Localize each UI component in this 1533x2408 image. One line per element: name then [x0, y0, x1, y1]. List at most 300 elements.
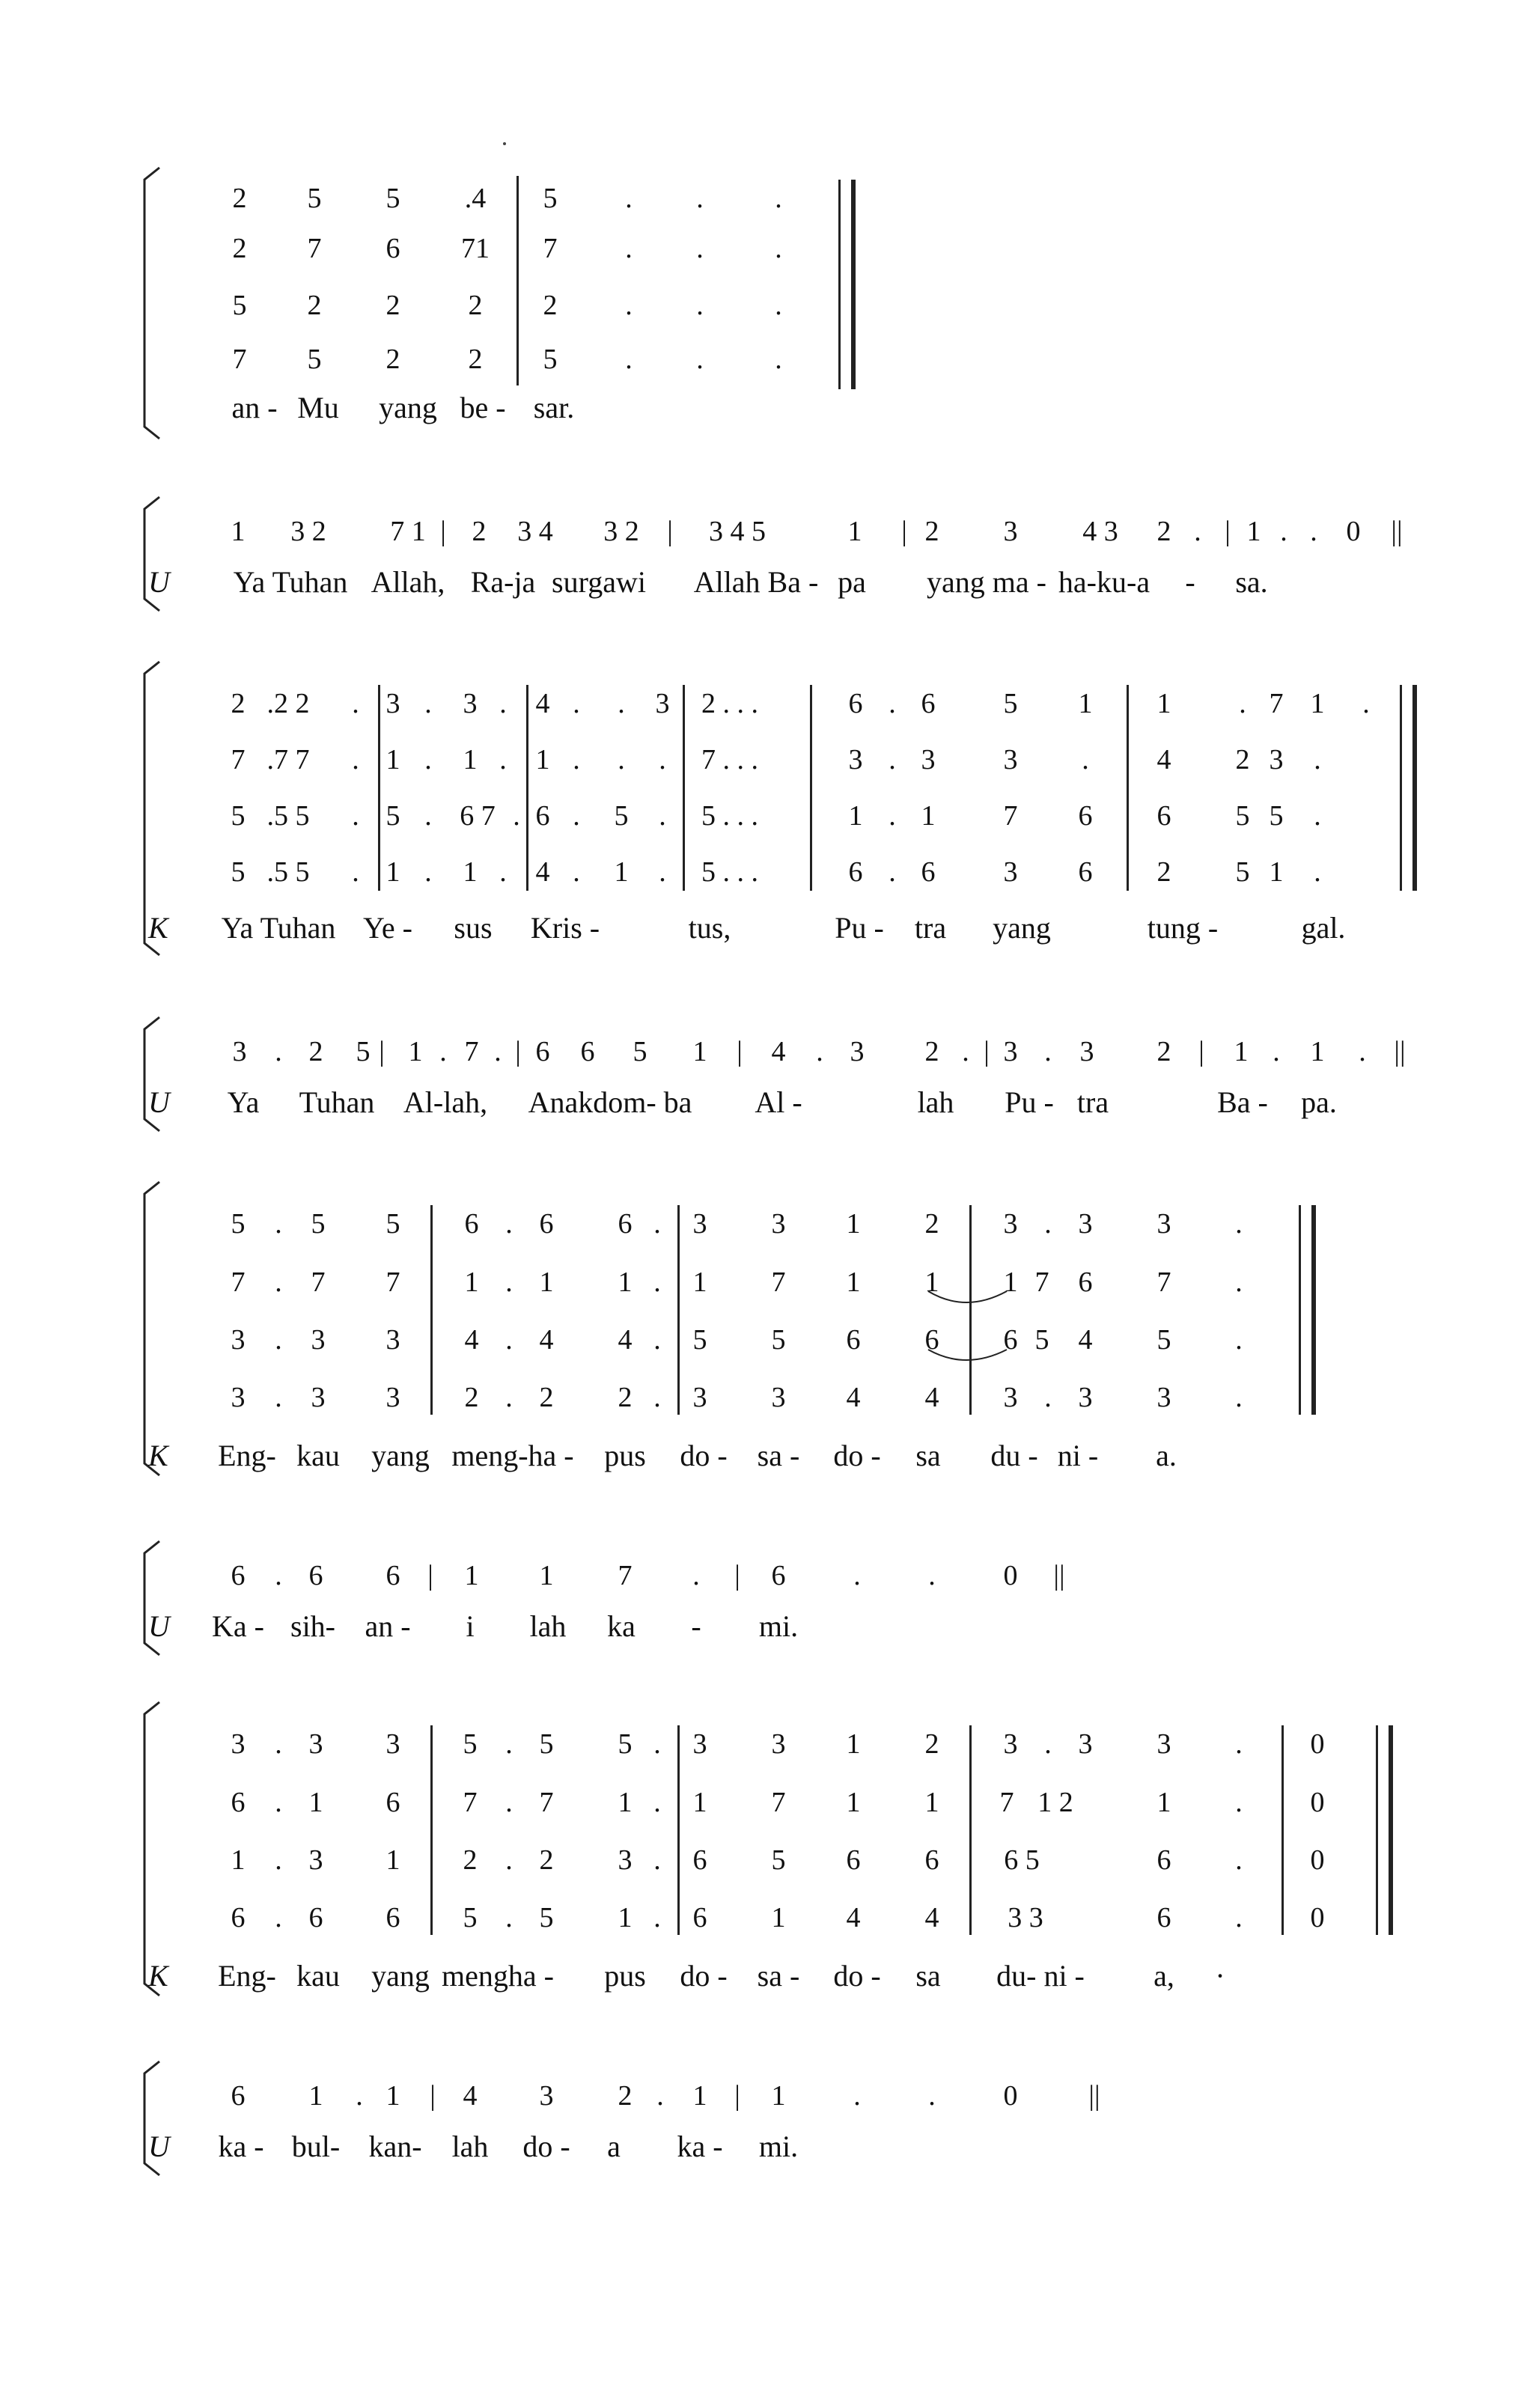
lyric-syllable: Al-lah, — [403, 1085, 488, 1119]
barline — [430, 1725, 433, 1935]
note: 3 — [771, 1382, 786, 1413]
note: 1 — [846, 1728, 861, 1760]
lyric-syllable: lah — [917, 1085, 954, 1119]
barline — [516, 176, 519, 385]
note: 6 — [1078, 1267, 1093, 1298]
lyric-syllable: meng-ha - — [451, 1439, 574, 1472]
note: 2 — [924, 516, 939, 547]
lyric-syllable: pa — [838, 565, 866, 599]
barline: | — [734, 2080, 740, 2112]
note: 3 — [311, 1382, 326, 1413]
note: . — [1044, 1036, 1052, 1067]
note: 1 — [618, 1267, 633, 1298]
note: 7 — [307, 233, 322, 264]
barline: | — [379, 1036, 385, 1067]
barline — [683, 685, 685, 891]
note: 5 — [231, 800, 246, 832]
note: . — [928, 1560, 936, 1591]
lyric-syllable: Ya Tuhan — [221, 911, 336, 945]
note: .5 5 — [266, 800, 310, 832]
staff-row-melody — [0, 1029, 1533, 1074]
note: 4 — [463, 2080, 478, 2112]
note: 5 — [385, 800, 400, 832]
note: 6 — [385, 1902, 400, 1933]
note: 7 — [1034, 1267, 1049, 1298]
note: 1 — [618, 1787, 633, 1818]
note: 1 — [921, 800, 936, 832]
note: 4 3 — [1082, 516, 1118, 547]
note: 4 — [846, 1902, 861, 1933]
lyric-syllable: kau — [296, 1959, 340, 1993]
note: 3 — [1156, 1728, 1171, 1760]
part-label: K — [148, 911, 168, 945]
note: 6 — [231, 1560, 246, 1591]
note: 5 — [231, 856, 246, 888]
lyric-syllable: do - — [680, 1959, 728, 1993]
note: 3 — [1003, 1036, 1018, 1067]
lyric-syllable: ka — [607, 1609, 636, 1643]
final-barline — [838, 180, 856, 389]
note: 6 — [692, 1902, 707, 1933]
note: 7 — [232, 344, 247, 375]
note: 3 — [921, 744, 936, 775]
note: . — [1044, 1208, 1052, 1240]
note: 1 — [692, 1267, 707, 1298]
note: 2 — [468, 290, 483, 321]
final-barline: || — [1391, 516, 1403, 547]
note: 6 — [385, 233, 400, 264]
note: . — [625, 183, 633, 214]
staff-row-soprano — [0, 1722, 1533, 1767]
note: . — [1314, 856, 1321, 888]
system-1-choir — [0, 165, 1533, 442]
note: . — [424, 688, 432, 719]
note: 3 — [385, 1382, 400, 1413]
note: 1 — [692, 1787, 707, 1818]
note: 3 — [1003, 1208, 1018, 1240]
note: . — [1273, 1036, 1280, 1067]
staff-row-soprano — [0, 681, 1533, 726]
note: 1 — [618, 1902, 633, 1933]
note: . — [275, 1902, 282, 1933]
note: 4 — [771, 1036, 786, 1067]
note: . — [775, 233, 782, 264]
lyric-syllable: Allah, — [371, 565, 445, 599]
note: . — [653, 1324, 661, 1356]
note: 1 — [464, 1560, 479, 1591]
note: 5 — [1235, 856, 1250, 888]
note: 5 — [463, 1902, 478, 1933]
lyric-syllable: tung - — [1147, 911, 1219, 945]
lyric-syllable: a — [607, 2130, 621, 2163]
note: 3 — [311, 1324, 326, 1356]
barline — [677, 1725, 680, 1935]
note: 6 — [924, 1324, 939, 1356]
note: 6 7 — [460, 800, 496, 832]
note: . — [1044, 1728, 1052, 1760]
note: 2 — [539, 1382, 554, 1413]
note: 3 — [1078, 1382, 1093, 1413]
note: 5 — [614, 800, 629, 832]
note: 2 — [232, 183, 247, 214]
part-label: K — [148, 1959, 168, 1993]
note: 3 — [1003, 516, 1018, 547]
note: 5 — [539, 1728, 554, 1760]
note: 2 — [924, 1036, 939, 1067]
note: . — [653, 1844, 661, 1876]
lyric-syllable: du- ni - — [996, 1959, 1085, 1993]
lyric-syllable: ka - — [677, 2130, 723, 2163]
lyric-line — [0, 906, 1533, 951]
staff-row-alto — [0, 737, 1533, 782]
note: . — [573, 744, 580, 775]
note: . — [352, 744, 359, 775]
note: 0 — [1003, 1560, 1018, 1591]
note: 5 — [771, 1324, 786, 1356]
note: . — [275, 1036, 282, 1067]
lyric-syllable: be - — [460, 391, 506, 424]
lyric-syllable: Ba - — [1217, 1085, 1268, 1119]
note: 6 — [308, 1560, 323, 1591]
note: 2 — [307, 290, 322, 321]
barline: | — [427, 1560, 433, 1591]
note: 1 — [535, 744, 550, 775]
note: . — [659, 856, 666, 888]
note: 0 — [1310, 1902, 1325, 1933]
staff-row-bass — [0, 850, 1533, 894]
lyric-syllable: bul- — [291, 2130, 341, 2163]
lyric-syllable: pus — [604, 1439, 646, 1472]
note: . — [573, 688, 580, 719]
note: 0 — [1310, 1787, 1325, 1818]
staff-row-bass — [0, 1895, 1533, 1940]
note: 3 — [692, 1382, 707, 1413]
note: . — [275, 1844, 282, 1876]
note: 3 — [618, 1844, 633, 1876]
lyric-line — [0, 1433, 1533, 1478]
barline — [378, 685, 380, 891]
lyric-syllable: yang — [371, 1959, 430, 1993]
barline — [1127, 685, 1129, 891]
note: . — [424, 744, 432, 775]
note: 6 — [848, 856, 863, 888]
lyric-syllable: i — [466, 1609, 475, 1643]
note: 7 — [999, 1787, 1014, 1818]
system-3-choir — [0, 659, 1533, 958]
note: 2 — [1235, 744, 1250, 775]
note: 7 — [539, 1787, 554, 1818]
note: 4 — [924, 1902, 939, 1933]
part-label: U — [148, 565, 170, 599]
note: . — [1044, 1382, 1052, 1413]
note: 1 — [1078, 688, 1093, 719]
lyric-syllable: Allah Ba - — [693, 565, 819, 599]
note: 4 — [464, 1324, 479, 1356]
note: 3 — [539, 2080, 554, 2112]
note: .4 — [464, 183, 487, 214]
barline — [969, 1725, 972, 1935]
note: 2 — [539, 1844, 554, 1876]
note: . — [275, 1324, 282, 1356]
note: 1 — [846, 1208, 861, 1240]
note: . — [696, 183, 704, 214]
staff-row-alto — [0, 226, 1533, 271]
note: . — [505, 1728, 513, 1760]
lyric-line — [0, 560, 1533, 605]
note: 3 — [385, 688, 400, 719]
lyric-syllable: do - — [833, 1439, 881, 1472]
lyric-syllable: sar. — [533, 391, 575, 424]
system-4-unison — [0, 1014, 1533, 1134]
note: . — [439, 1036, 447, 1067]
barline: | — [901, 516, 907, 547]
note: 3 — [848, 744, 863, 775]
note: 0 — [1310, 1728, 1325, 1760]
note: . — [505, 1844, 513, 1876]
lyric-syllable: Al - — [755, 1085, 802, 1119]
note: . — [275, 1728, 282, 1760]
lyric-syllable: Pu - — [1005, 1085, 1054, 1119]
note: . — [499, 688, 507, 719]
final-barline — [1400, 685, 1417, 891]
note: . — [889, 856, 896, 888]
stray-dot — [503, 142, 506, 145]
note: 2 — [308, 1036, 323, 1067]
barline: | — [734, 1560, 740, 1591]
lyric-syllable: yang — [379, 391, 437, 424]
note: 3 — [231, 1324, 246, 1356]
note: . — [653, 1728, 661, 1760]
note: 3 — [850, 1036, 865, 1067]
note: 1 — [614, 856, 629, 888]
note: . — [1235, 1787, 1243, 1818]
note: 2 — [464, 1382, 479, 1413]
note: 7 — [618, 1560, 633, 1591]
lyric-syllable: Anakdom- ba — [528, 1085, 692, 1119]
note: . — [775, 183, 782, 214]
lyric-syllable: kau — [296, 1439, 340, 1472]
note: 6 — [692, 1844, 707, 1876]
note: . — [653, 1208, 661, 1240]
note: 4 — [1156, 744, 1171, 775]
barline — [969, 1205, 972, 1415]
note: 4 — [924, 1382, 939, 1413]
note: . — [889, 744, 896, 775]
barline — [526, 685, 528, 891]
lyric-syllable: Eng- — [218, 1439, 276, 1472]
note: 3 — [1079, 1036, 1094, 1067]
note: 3 — [655, 688, 670, 719]
note: 1 — [924, 1267, 939, 1298]
note: 6 5 — [1004, 1844, 1040, 1876]
lyric-syllable: do - — [833, 1959, 881, 1993]
note: . — [424, 800, 432, 832]
note: . — [513, 800, 520, 832]
note: 5 . . . — [701, 800, 758, 832]
note: .5 5 — [266, 856, 310, 888]
note: 6 — [1078, 800, 1093, 832]
note: . — [275, 1382, 282, 1413]
note: 7 — [1269, 688, 1284, 719]
lyric-syllable: pus — [604, 1959, 646, 1993]
note: 2 — [924, 1208, 939, 1240]
note: 1 — [771, 1902, 786, 1933]
note: . — [505, 1324, 513, 1356]
note: 6 — [535, 800, 550, 832]
lyric-syllable: do - — [522, 2130, 570, 2163]
note: 5 — [311, 1208, 326, 1240]
lyric-syllable: kan- — [368, 2130, 422, 2163]
note: . — [1235, 1382, 1243, 1413]
note: . — [962, 1036, 969, 1067]
note: 6 — [231, 2080, 246, 2112]
barline — [1281, 1725, 1284, 1935]
lyric-syllable: lah — [451, 2130, 489, 2163]
note: . — [1235, 1267, 1243, 1298]
barline: | — [1225, 516, 1231, 547]
note: 3 — [1078, 1728, 1093, 1760]
lyric-syllable: sa - — [757, 1439, 800, 1472]
note: 4 — [535, 688, 550, 719]
part-label: U — [148, 1609, 170, 1643]
note: . — [424, 856, 432, 888]
staff-row-tenor — [0, 283, 1533, 328]
lyric-syllable: an - — [365, 1609, 411, 1643]
note: 3 — [1003, 856, 1018, 888]
note: . — [653, 1267, 661, 1298]
note: 5 — [543, 344, 558, 375]
note: 3 — [692, 1208, 707, 1240]
note: 3 — [1269, 744, 1284, 775]
note: 4 — [1078, 1324, 1093, 1356]
note: . — [775, 290, 782, 321]
note: . — [352, 800, 359, 832]
note: 2 — [232, 233, 247, 264]
note: . — [889, 688, 896, 719]
note: 1 — [771, 2080, 786, 2112]
note: . — [275, 1267, 282, 1298]
note: 1 — [848, 800, 863, 832]
note: 6 — [771, 1560, 786, 1591]
note: 5 — [1156, 1324, 1171, 1356]
note: 4 — [846, 1382, 861, 1413]
note: 6 — [846, 1324, 861, 1356]
lyric-syllable: sih- — [290, 1609, 335, 1643]
note: 3 — [1003, 1382, 1018, 1413]
note: 5 — [307, 183, 322, 214]
lyric-syllable: yang — [993, 911, 1051, 945]
lyric-syllable: mi. — [758, 1609, 799, 1643]
note: 5 — [463, 1728, 478, 1760]
note: . — [853, 1560, 861, 1591]
note: 1 — [924, 1787, 939, 1818]
final-barline: || — [1088, 2080, 1100, 2112]
note: 7 — [311, 1267, 326, 1298]
note: 1 — [1234, 1036, 1249, 1067]
note: 6 — [846, 1844, 861, 1876]
note: . — [696, 233, 704, 264]
note: . — [625, 344, 633, 375]
note: . — [1280, 516, 1287, 547]
note: . — [1082, 744, 1089, 775]
final-barline: || — [1053, 1560, 1065, 1591]
note: 6 — [535, 1036, 550, 1067]
note: . — [816, 1036, 823, 1067]
note: 1 — [692, 1036, 707, 1067]
lyric-syllable: pa. — [1301, 1085, 1337, 1119]
note: . — [505, 1267, 513, 1298]
note: . — [505, 1382, 513, 1413]
lyric-syllable: ha-ku-a — [1058, 565, 1150, 599]
note: 1 — [463, 744, 478, 775]
part-label: U — [148, 2130, 170, 2163]
note: 5 — [1003, 688, 1018, 719]
note: .7 7 — [266, 744, 310, 775]
note: . — [653, 1787, 661, 1818]
lyric-syllable: Ya — [227, 1085, 260, 1119]
staff-row-alto — [0, 1780, 1533, 1825]
note: 2 — [468, 344, 483, 375]
lyric-line — [0, 2124, 1533, 2169]
note: 3 — [692, 1728, 707, 1760]
note: 2 — [385, 344, 400, 375]
note: 3 2 — [290, 516, 326, 547]
note: 2 — [231, 688, 246, 719]
barline — [810, 685, 812, 891]
note: 1 2 — [1037, 1787, 1073, 1818]
final-barline — [1299, 1205, 1316, 1415]
note: . — [696, 344, 704, 375]
system-2-unison — [0, 494, 1533, 614]
lyric-syllable: a, — [1153, 1959, 1174, 1993]
barline: | — [515, 1036, 521, 1067]
lyric-line — [0, 1080, 1533, 1125]
lyric-line — [0, 1954, 1533, 1999]
staff-row-soprano — [0, 176, 1533, 221]
note: 1 — [408, 1036, 423, 1067]
note: 1 — [231, 1844, 246, 1876]
note: 1 — [308, 1787, 323, 1818]
note: 4 — [539, 1324, 554, 1356]
note: 2 — [618, 2080, 633, 2112]
note: 2 — [472, 516, 487, 547]
note: . — [352, 688, 359, 719]
note: 3 — [771, 1728, 786, 1760]
barline: | — [440, 516, 446, 547]
note: 1 — [1003, 1267, 1018, 1298]
lyric-syllable: an - — [231, 391, 278, 424]
note: 1 — [846, 1787, 861, 1818]
note: 1 — [385, 744, 400, 775]
note: 3 — [1003, 744, 1018, 775]
lyric-syllable: Ya Tuhan — [233, 565, 348, 599]
lyric-syllable: sa — [915, 1439, 941, 1472]
barline: | — [430, 2080, 436, 2112]
note: 6 — [921, 856, 936, 888]
note: 6 — [1003, 1324, 1018, 1356]
note: 5 — [1269, 800, 1284, 832]
note: 1 — [1269, 856, 1284, 888]
note: . — [1314, 744, 1321, 775]
note: 6 — [385, 1787, 400, 1818]
note: 6 — [580, 1036, 595, 1067]
note: . — [573, 856, 580, 888]
note: 6 — [1156, 1844, 1171, 1876]
note: . — [1235, 1728, 1243, 1760]
note: 3 — [1003, 1728, 1018, 1760]
lyric-syllable: · — [1215, 1959, 1225, 1993]
note: 3 4 — [517, 516, 553, 547]
